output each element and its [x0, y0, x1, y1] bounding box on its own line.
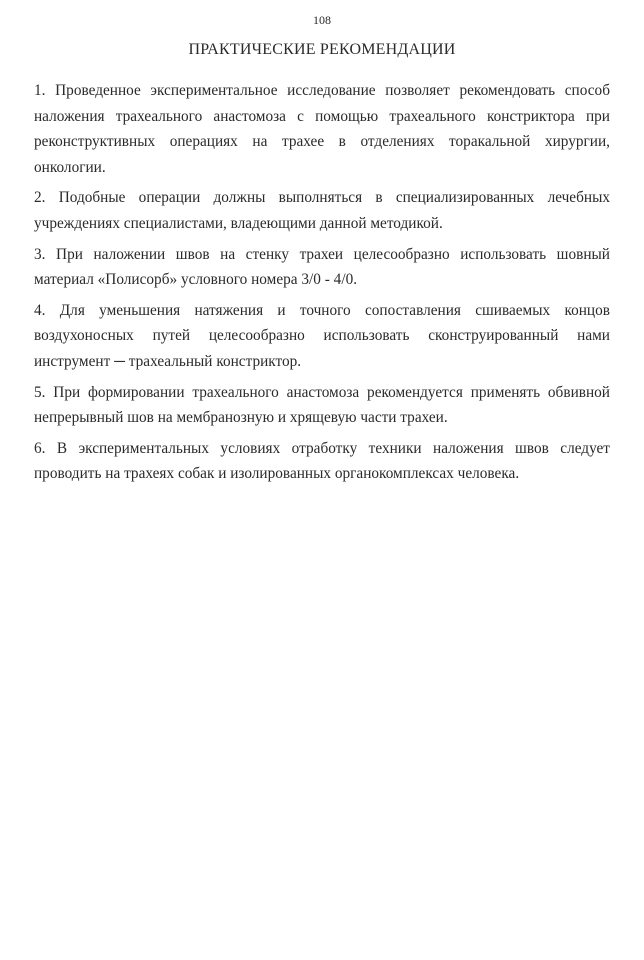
recommendation-item-4: 4. Для уменьшения натяжения и точного сопоставления сшиваемых концов воздухоносных путей целесообразно использовать сконструированный нами инструмент ─ трахеальный констриктор.: [34, 301, 610, 370]
recommendation-item-6: 6. В экспериментальных условиях отработку техники наложения швов следует проводить на трахеях собак и изолированных органокомплексах человека.: [34, 439, 610, 483]
recommendation-item-2: 2. Подобные операции должны выполняться в специализированных лечебных учреждениях специалистами, владеющими данной методикой.: [34, 189, 610, 232]
recommendation-item-1: 1. Проведенное экспериментальное исследование позволяет рекомендовать способ наложения трахеального анастомоза с помощью трахеального констриктора при реконструктивных операциях на трахее в отделениях торакальной хирургии, онкологии.: [34, 82, 610, 176]
recommendation-item-3: 3. При наложении швов на стенку трахеи целесообразно использовать шовный материал «Полисорб» условного номера 3/0 - 4/0.: [34, 245, 610, 289]
page-title: ПРАКТИЧЕСКИЕ РЕКОМЕНДАЦИИ: [188, 41, 456, 58]
page-number: 108: [313, 13, 331, 27]
recommendations-list: [34, 78, 610, 492]
recommendation-item-5: 5. При формировании трахеального анастомоза рекомендуется применять обвивной непрерывный шов на мембранозную и хрящевую части трахеи.: [34, 383, 610, 427]
